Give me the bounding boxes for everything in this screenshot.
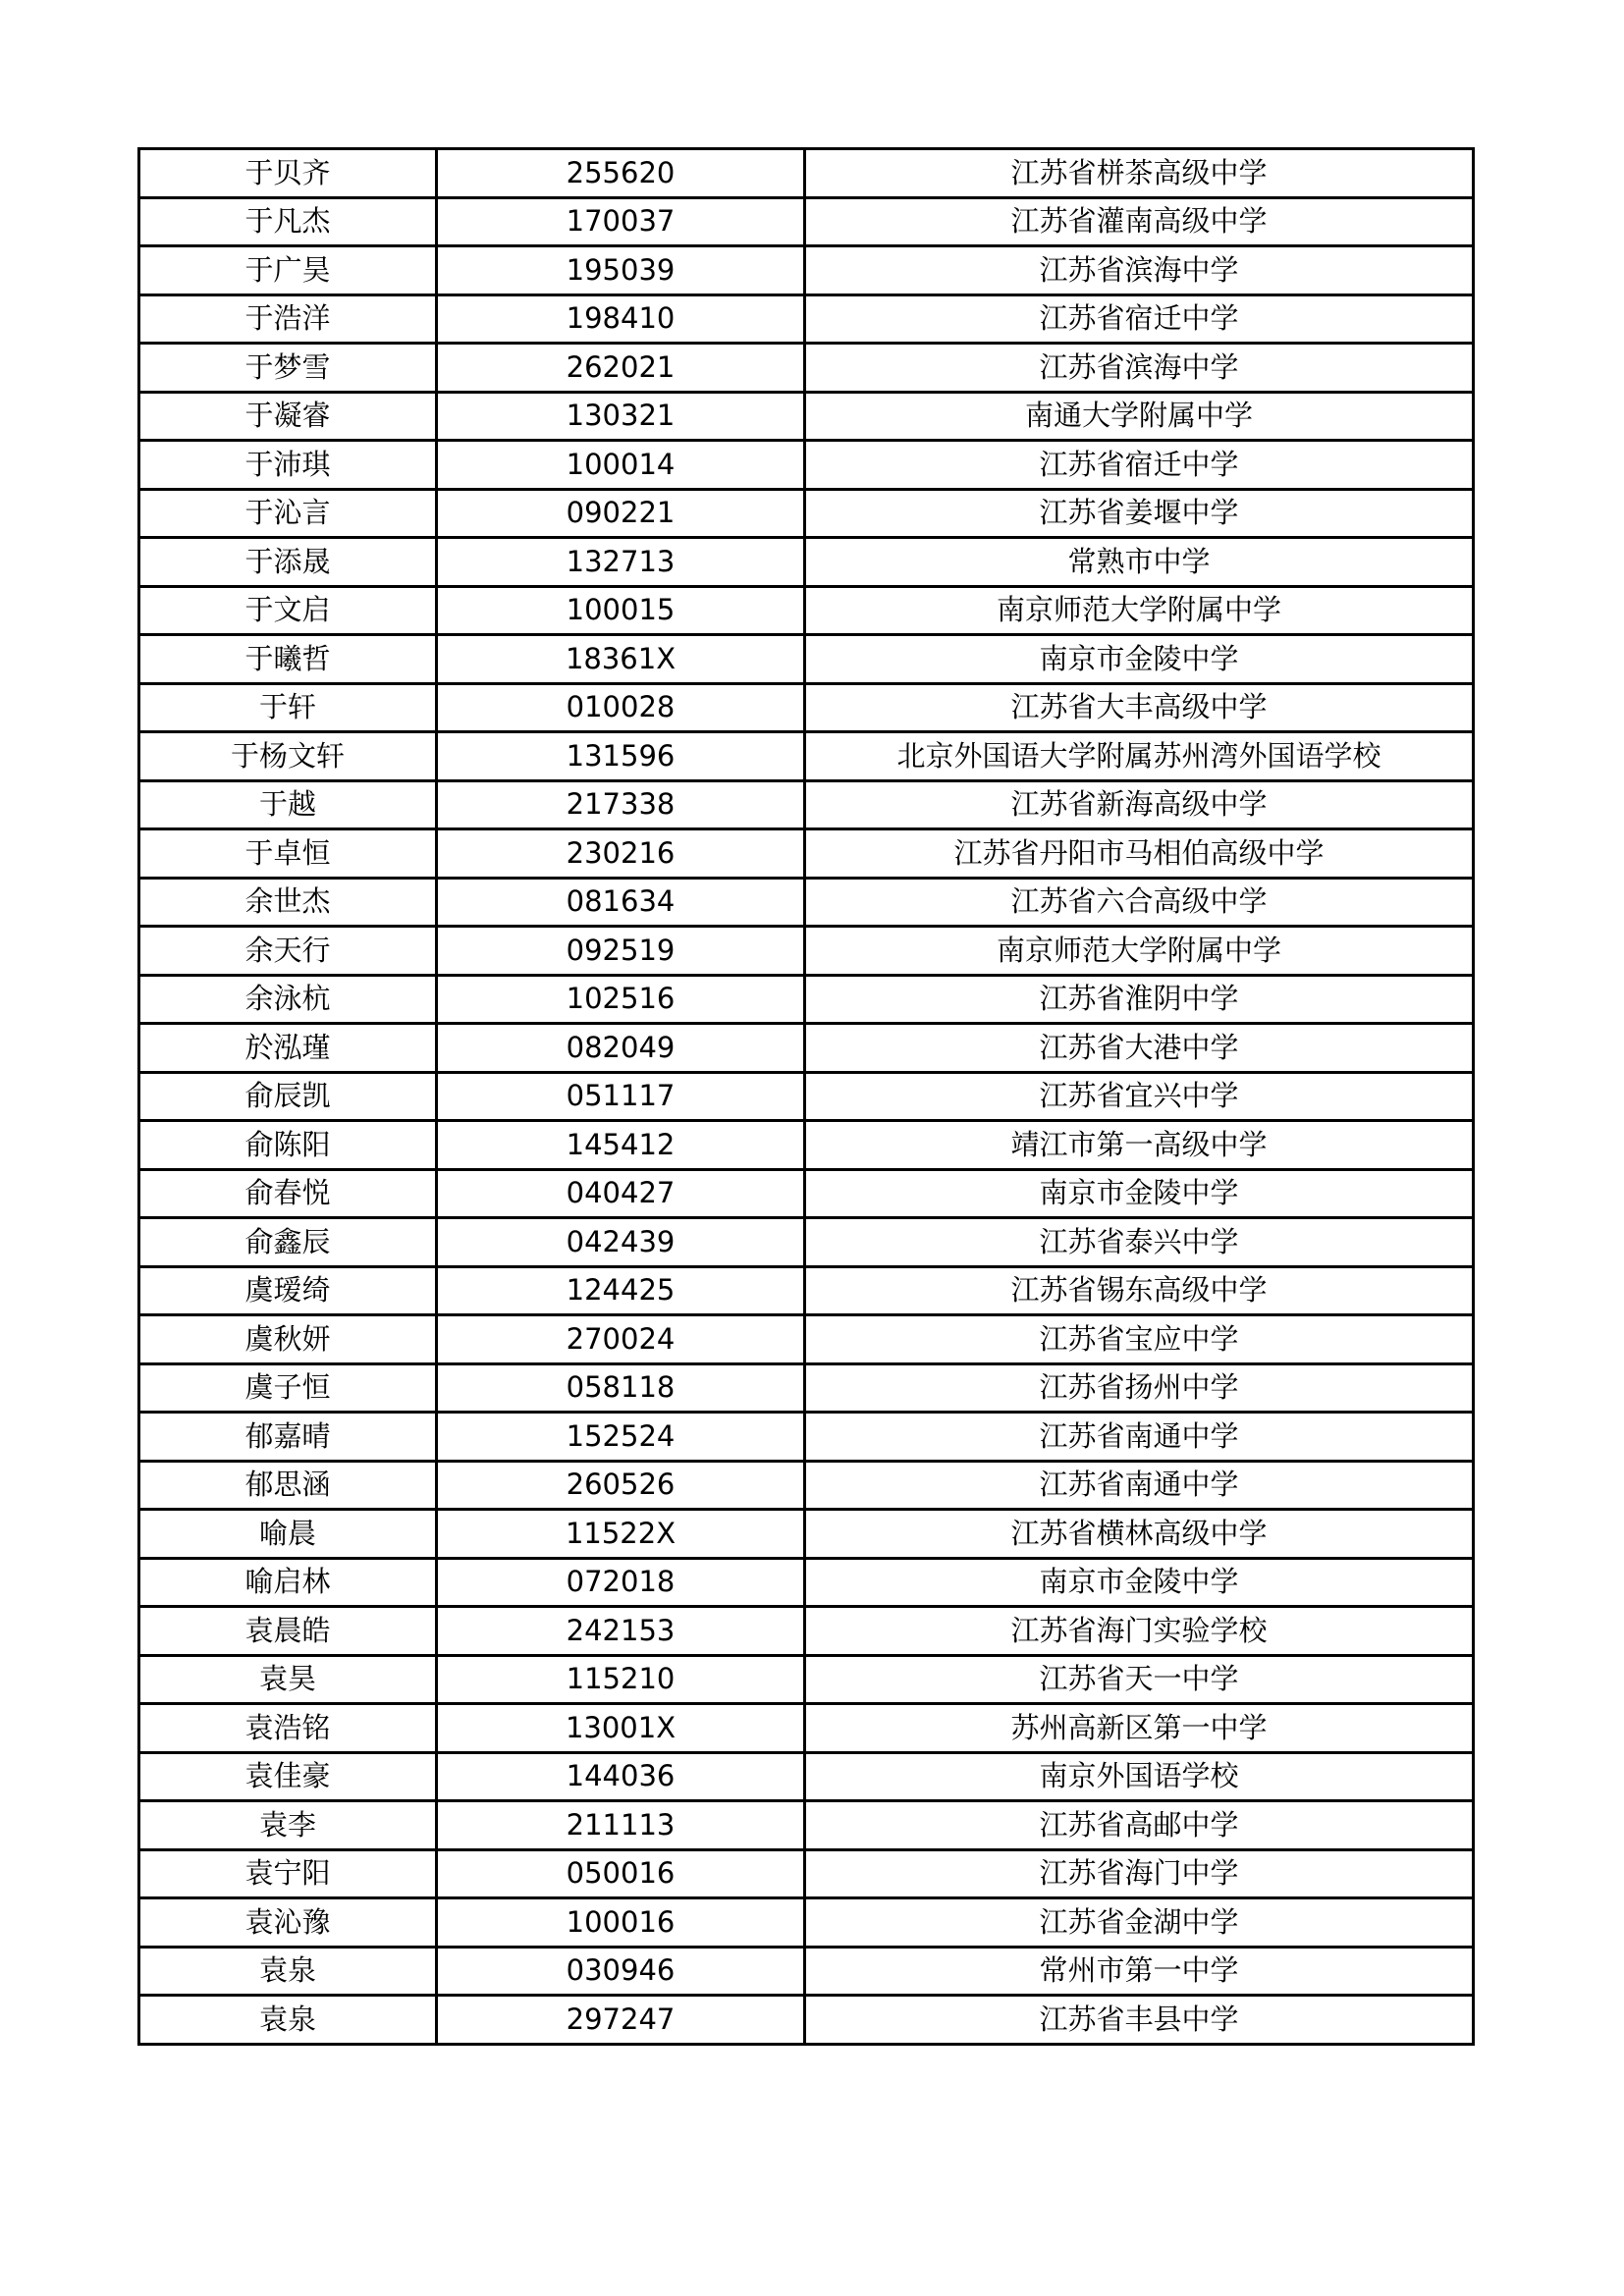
- table-row: [139, 392, 1474, 441]
- student-id-cell: 115210: [437, 1655, 805, 1704]
- student-id-cell: 270024: [437, 1315, 805, 1364]
- school-name-cell: 南京市金陵中学: [805, 635, 1474, 684]
- school-name-cell: 江苏省天一中学: [805, 1655, 1474, 1704]
- student-name-cell: 喻晨: [139, 1510, 437, 1559]
- student-name-cell: 于凝睿: [139, 392, 437, 441]
- student-id-cell: 195039: [437, 246, 805, 295]
- school-name-cell: 南京外国语学校: [805, 1752, 1474, 1801]
- school-name-cell: 苏州高新区第一中学: [805, 1704, 1474, 1753]
- table-row: [139, 829, 1474, 879]
- student-name-cell: 虞瑷绮: [139, 1266, 437, 1315]
- table-row: [139, 1752, 1474, 1801]
- table-row: [139, 1413, 1474, 1462]
- school-name-cell: 江苏省泰兴中学: [805, 1218, 1474, 1267]
- school-name-cell: 江苏省大港中学: [805, 1024, 1474, 1073]
- student-id-cell: 010028: [437, 683, 805, 732]
- table-row: [139, 1266, 1474, 1315]
- student-id-cell: 262021: [437, 344, 805, 393]
- student-id-cell: 072018: [437, 1558, 805, 1607]
- table-row: [139, 1704, 1474, 1753]
- student-id-cell: 124425: [437, 1266, 805, 1315]
- student-name-cell: 余天行: [139, 927, 437, 976]
- school-name-cell: 江苏省新海高级中学: [805, 780, 1474, 829]
- school-name-cell: 南京市金陵中学: [805, 1558, 1474, 1607]
- student-id-cell: 11522X: [437, 1510, 805, 1559]
- school-name-cell: 南京师范大学附属中学: [805, 927, 1474, 976]
- table-row: [139, 1363, 1474, 1413]
- student-name-cell: 余世杰: [139, 878, 437, 927]
- student-id-cell: 260526: [437, 1461, 805, 1510]
- school-name-cell: 常州市第一中学: [805, 1947, 1474, 1996]
- school-name-cell: 江苏省宿迁中学: [805, 294, 1474, 344]
- student-name-cell: 于曦哲: [139, 635, 437, 684]
- school-name-cell: 靖江市第一高级中学: [805, 1121, 1474, 1170]
- table-row: [139, 1849, 1474, 1898]
- student-name-cell: 袁泉: [139, 1947, 437, 1996]
- student-name-cell: 袁沁豫: [139, 1898, 437, 1948]
- student-name-cell: 袁昊: [139, 1655, 437, 1704]
- student-id-cell: 144036: [437, 1752, 805, 1801]
- student-name-cell: 郁思涵: [139, 1461, 437, 1510]
- school-name-cell: 江苏省姜堰中学: [805, 489, 1474, 538]
- table-row: [139, 1121, 1474, 1170]
- table-row: [139, 1655, 1474, 1704]
- student-name-cell: 於泓瑾: [139, 1024, 437, 1073]
- student-id-cell: 082049: [437, 1024, 805, 1073]
- student-name-cell: 俞鑫辰: [139, 1218, 437, 1267]
- student-name-cell: 袁佳豪: [139, 1752, 437, 1801]
- student-id-cell: 152524: [437, 1413, 805, 1462]
- school-name-cell: 南京师范大学附属中学: [805, 586, 1474, 635]
- school-name-cell: 江苏省栟茶高级中学: [805, 149, 1474, 198]
- student-id-cell: 100014: [437, 441, 805, 490]
- school-name-cell: 江苏省金湖中学: [805, 1898, 1474, 1948]
- table-row: [139, 1315, 1474, 1364]
- student-name-cell: 郁嘉晴: [139, 1413, 437, 1462]
- table-row: [139, 489, 1474, 538]
- table-row: [139, 1218, 1474, 1267]
- student-name-cell: 袁晨皓: [139, 1607, 437, 1656]
- student-name-cell: 于梦雪: [139, 344, 437, 393]
- roster-table-body: [139, 149, 1474, 2045]
- school-name-cell: 南京市金陵中学: [805, 1169, 1474, 1218]
- student-name-cell: 于文启: [139, 586, 437, 635]
- school-name-cell: 常熟市中学: [805, 538, 1474, 587]
- student-name-cell: 于沛琪: [139, 441, 437, 490]
- table-row: [139, 780, 1474, 829]
- student-id-cell: 217338: [437, 780, 805, 829]
- table-row: [139, 927, 1474, 976]
- table-row: [139, 1996, 1474, 2045]
- student-name-cell: 于沁言: [139, 489, 437, 538]
- student-name-cell: 虞秋妍: [139, 1315, 437, 1364]
- school-name-cell: 江苏省大丰高级中学: [805, 683, 1474, 732]
- student-name-cell: 于杨文轩: [139, 732, 437, 781]
- student-name-cell: 袁泉: [139, 1996, 437, 2045]
- student-name-cell: 于浩洋: [139, 294, 437, 344]
- school-name-cell: 江苏省海门实验学校: [805, 1607, 1474, 1656]
- roster-sheet: [137, 147, 1475, 2046]
- student-id-cell: 100016: [437, 1898, 805, 1948]
- table-row: [139, 1461, 1474, 1510]
- school-name-cell: 南通大学附属中学: [805, 392, 1474, 441]
- student-id-cell: 230216: [437, 829, 805, 879]
- student-id-cell: 092519: [437, 927, 805, 976]
- table-row: [139, 1898, 1474, 1948]
- student-id-cell: 040427: [437, 1169, 805, 1218]
- student-name-cell: 袁李: [139, 1801, 437, 1850]
- student-name-cell: 俞春悦: [139, 1169, 437, 1218]
- student-id-cell: 297247: [437, 1996, 805, 2045]
- school-name-cell: 江苏省滨海中学: [805, 344, 1474, 393]
- school-name-cell: 江苏省南通中学: [805, 1413, 1474, 1462]
- table-row: [139, 538, 1474, 587]
- table-row: [139, 586, 1474, 635]
- school-name-cell: 江苏省南通中学: [805, 1461, 1474, 1510]
- table-row: [139, 246, 1474, 295]
- student-name-cell: 于越: [139, 780, 437, 829]
- school-name-cell: 江苏省灌南高级中学: [805, 197, 1474, 246]
- student-id-cell: 058118: [437, 1363, 805, 1413]
- student-name-cell: 于贝齐: [139, 149, 437, 198]
- student-id-cell: 100015: [437, 586, 805, 635]
- table-row: [139, 1947, 1474, 1996]
- student-name-cell: 余泳杭: [139, 975, 437, 1024]
- student-name-cell: 虞子恒: [139, 1363, 437, 1413]
- student-id-cell: 051117: [437, 1072, 805, 1121]
- school-name-cell: 江苏省丹阳市马相伯高级中学: [805, 829, 1474, 879]
- table-row: [139, 149, 1474, 198]
- school-name-cell: 江苏省横林高级中学: [805, 1510, 1474, 1559]
- table-row: [139, 344, 1474, 393]
- table-row: [139, 1072, 1474, 1121]
- table-row: [139, 1558, 1474, 1607]
- student-name-cell: 喻启林: [139, 1558, 437, 1607]
- school-name-cell: 江苏省宝应中学: [805, 1315, 1474, 1364]
- student-id-cell: 102516: [437, 975, 805, 1024]
- student-name-cell: 于凡杰: [139, 197, 437, 246]
- table-row: [139, 441, 1474, 490]
- school-name-cell: 北京外国语大学附属苏州湾外国语学校: [805, 732, 1474, 781]
- student-id-cell: 211113: [437, 1801, 805, 1850]
- student-name-cell: 于卓恒: [139, 829, 437, 879]
- student-id-cell: 131596: [437, 732, 805, 781]
- table-row: [139, 1801, 1474, 1850]
- student-id-cell: 042439: [437, 1218, 805, 1267]
- student-id-cell: 132713: [437, 538, 805, 587]
- student-id-cell: 170037: [437, 197, 805, 246]
- student-id-cell: 081634: [437, 878, 805, 927]
- table-row: [139, 1024, 1474, 1073]
- table-row: [139, 1510, 1474, 1559]
- student-id-cell: 13001X: [437, 1704, 805, 1753]
- school-name-cell: 江苏省高邮中学: [805, 1801, 1474, 1850]
- table-row: [139, 732, 1474, 781]
- student-name-cell: 于广昊: [139, 246, 437, 295]
- student-name-cell: 俞陈阳: [139, 1121, 437, 1170]
- school-name-cell: 江苏省海门中学: [805, 1849, 1474, 1898]
- student-name-cell: 袁宁阳: [139, 1849, 437, 1898]
- student-id-cell: 198410: [437, 294, 805, 344]
- student-name-cell: 于添晟: [139, 538, 437, 587]
- student-id-cell: 130321: [437, 392, 805, 441]
- student-id-cell: 030946: [437, 1947, 805, 1996]
- student-name-cell: 袁浩铭: [139, 1704, 437, 1753]
- table-row: [139, 878, 1474, 927]
- table-row: [139, 294, 1474, 344]
- student-id-cell: 090221: [437, 489, 805, 538]
- student-id-cell: 255620: [437, 149, 805, 198]
- student-id-cell: 242153: [437, 1607, 805, 1656]
- school-name-cell: 江苏省宜兴中学: [805, 1072, 1474, 1121]
- table-row: [139, 683, 1474, 732]
- table-row: [139, 1607, 1474, 1656]
- student-name-cell: 俞辰凯: [139, 1072, 437, 1121]
- table-row: [139, 635, 1474, 684]
- student-name-cell: 于轩: [139, 683, 437, 732]
- student-id-cell: 145412: [437, 1121, 805, 1170]
- school-name-cell: 江苏省锡东高级中学: [805, 1266, 1474, 1315]
- school-name-cell: 江苏省滨海中学: [805, 246, 1474, 295]
- student-id-cell: 050016: [437, 1849, 805, 1898]
- school-name-cell: 江苏省淮阴中学: [805, 975, 1474, 1024]
- school-name-cell: 江苏省宿迁中学: [805, 441, 1474, 490]
- school-name-cell: 江苏省六合高级中学: [805, 878, 1474, 927]
- table-row: [139, 975, 1474, 1024]
- table-row: [139, 1169, 1474, 1218]
- student-id-cell: 18361X: [437, 635, 805, 684]
- roster-table: [137, 147, 1475, 2046]
- school-name-cell: 江苏省丰县中学: [805, 1996, 1474, 2045]
- school-name-cell: 江苏省扬州中学: [805, 1363, 1474, 1413]
- table-row: [139, 197, 1474, 246]
